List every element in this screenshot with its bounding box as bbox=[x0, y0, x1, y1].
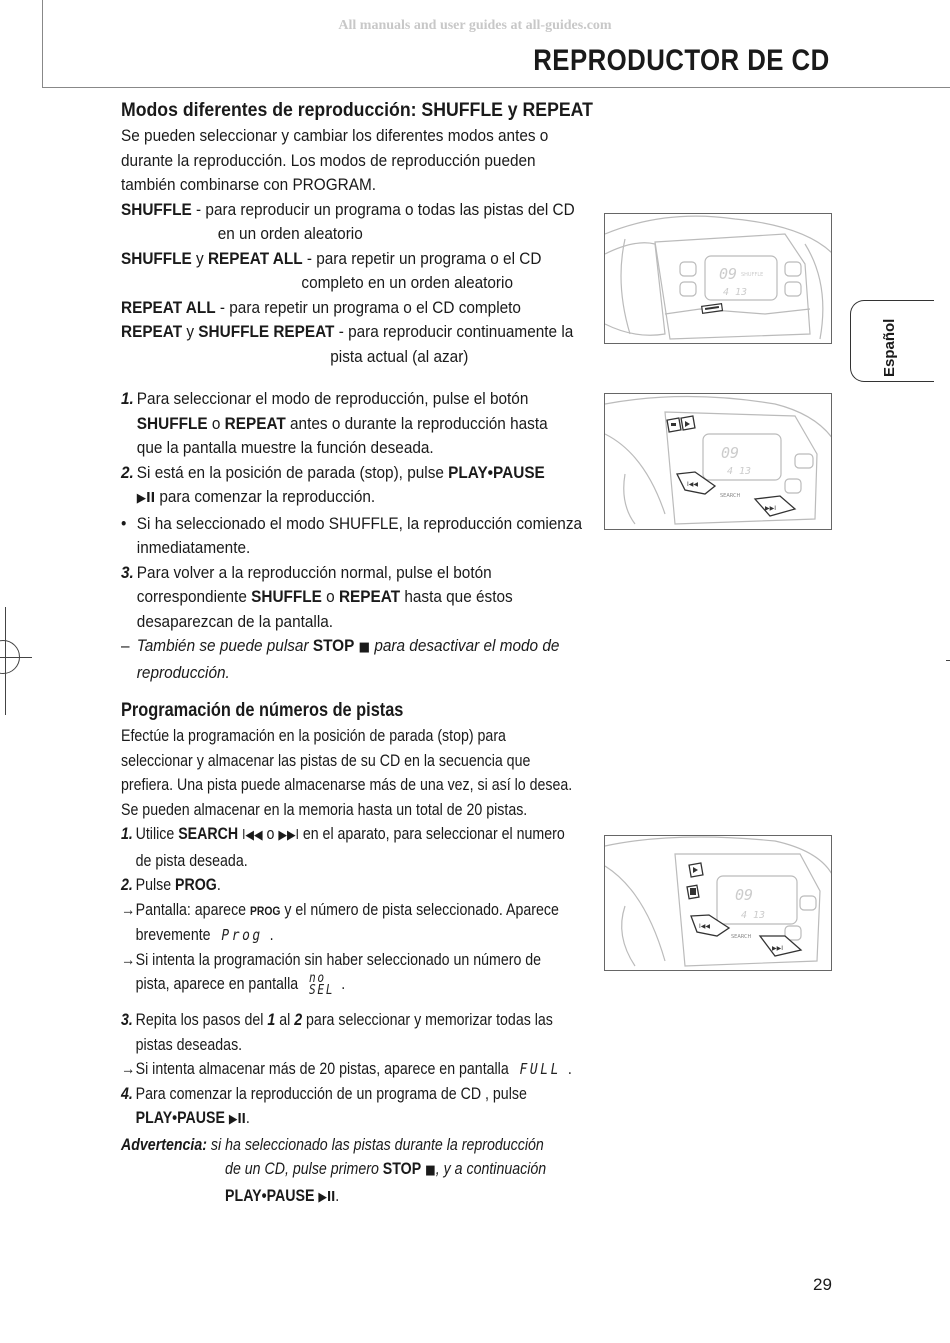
search-label: SEARCH bbox=[731, 934, 752, 940]
crop-mark-right bbox=[946, 660, 950, 661]
page-number: 29 bbox=[813, 1275, 832, 1294]
device-illustration-play-pause bbox=[604, 393, 832, 530]
bullet-note-cont: inmediatamente. bbox=[136, 539, 251, 557]
intro-line: prefiera. Una pista puede almacenarse más de una vez, si así lo desea. bbox=[121, 776, 573, 794]
prog-step-3: 3. Repita los pasos del 1 al 2 para seleccionar y memorizar todas las bbox=[121, 1011, 553, 1029]
mode-shuffle-repeat-all: SHUFFLE y REPEAT ALL - para repetir un programa o el CD bbox=[121, 249, 542, 268]
cd-player-panel-image bbox=[605, 394, 832, 530]
bullet-note: • Si ha seleccionado el modo SHUFFLE, la reproducción comienza bbox=[121, 514, 583, 533]
prog-step-1-cont: de pista deseada. bbox=[135, 851, 248, 870]
main-content bbox=[121, 98, 596, 1205]
mode-shuffle-cont: en un orden aleatorio bbox=[217, 225, 363, 243]
play-pause-icon: ▶II bbox=[136, 491, 156, 506]
step-3-cont: correspondiente SHUFFLE o REPEAT hasta que éstos bbox=[136, 588, 513, 606]
section-heading-programming: Programación de números de pistas bbox=[121, 700, 404, 721]
watermark: All manuals and user guides at all-guides.com bbox=[338, 18, 612, 33]
stop-icon: ■ bbox=[425, 1163, 436, 1178]
lcd-no-sel: no SEL bbox=[308, 970, 335, 998]
lcd-mode: SHUFFLE bbox=[741, 272, 764, 278]
intro-line: seleccionar y almacenar las pistas de su CD en la secuencia que bbox=[121, 751, 531, 770]
language-tab bbox=[850, 300, 934, 382]
warning-cont: PLAY•PAUSE ▶II. bbox=[225, 1186, 340, 1205]
mode-shuffle: SHUFFLE - para reproducir un programa o todas las pistas del CD bbox=[121, 200, 575, 219]
device-illustration-prog bbox=[604, 835, 832, 971]
lcd-time: 4 13 bbox=[723, 287, 748, 298]
intro-line: Se pueden seleccionar y cambiar los diferentes modos antes o bbox=[121, 127, 549, 145]
dash-note: – También se puede pulsar STOP ■ para desactivar el modo de bbox=[121, 637, 560, 655]
intro-line: Se pueden almacenar en la memoria hasta un total de 20 pistas. bbox=[121, 800, 528, 819]
prog-arrow-1-cont: brevemente Prog . bbox=[121, 923, 603, 948]
prog-arrow-2-cont: pista, aparece en pantalla no SEL . bbox=[135, 970, 346, 998]
stop-icon: ■ bbox=[358, 640, 371, 655]
intro-line: también combinarse con PROGRAM. bbox=[121, 176, 376, 194]
cd-player-panel-image bbox=[605, 836, 832, 971]
mode-repeat-all: REPEAT ALL - para repetir un programa o el CD completo bbox=[121, 298, 521, 317]
next-button-icon: ▶▶I bbox=[772, 945, 783, 952]
mode-repeat-shuffle-repeat: REPEAT y SHUFFLE REPEAT - para reproducir continuamente la bbox=[121, 323, 574, 341]
prog-arrow-1: →Pantalla: aparece PROG y el número de pista seleccionado. Aparece bbox=[121, 900, 559, 919]
prog-step-3-cont: pistas deseadas. bbox=[135, 1035, 243, 1054]
lcd-time: 4 13 bbox=[741, 910, 766, 921]
dash-note-cont: reproducción. bbox=[136, 663, 230, 682]
step-3: 3. Para volver a la reproducción normal, pulse el botón bbox=[121, 563, 492, 582]
lcd-track-number: 09 bbox=[721, 444, 740, 462]
play-pause-icon: ▶II bbox=[228, 1112, 246, 1127]
prev-button-icon: I◀◀ bbox=[687, 481, 698, 488]
mode-repeat-shuffle-repeat-cont: pista actual (al azar) bbox=[330, 347, 469, 366]
step-3-cont: desaparezcan de la pantalla. bbox=[136, 612, 334, 631]
search-label: SEARCH bbox=[720, 493, 741, 499]
mode-shuffle-repeat-all-cont: completo en un orden aleatorio bbox=[301, 274, 513, 292]
lcd-prog: Prog bbox=[221, 926, 263, 944]
prog-arrow-2: →Si intenta la programación sin haber seleccionado un número de bbox=[121, 950, 542, 969]
prev-button-icon: I◀◀ bbox=[699, 923, 710, 930]
step-1-cont: que la pantalla muestre la función deseada. bbox=[136, 439, 434, 457]
step-2: 2. Si está en la posición de parada (stop), pulse PLAY•PAUSE bbox=[121, 463, 545, 482]
device-illustration-shuffle bbox=[604, 213, 832, 344]
next-icon: ▶▶I bbox=[278, 828, 299, 843]
step-1: 1. Para seleccionar el modo de reproducción, pulse el botón bbox=[121, 390, 529, 408]
registration-mark bbox=[0, 640, 20, 674]
language-tab-label: Español bbox=[881, 318, 898, 377]
lcd-track-number: 09 bbox=[719, 265, 738, 283]
lcd-full: FULL bbox=[519, 1060, 561, 1078]
prog-arrow-3: →Si intenta almacenar más de 20 pistas, aparece en pantalla FULL . bbox=[121, 1057, 603, 1082]
warning: Advertencia: si ha seleccionado las pistas durante la reproducción bbox=[121, 1135, 544, 1154]
lcd-time: 4 13 bbox=[727, 466, 752, 477]
intro-line: durante la reproducción. Los modos de reproducción pueden bbox=[121, 151, 536, 170]
intro-line: Efectúe la programación en la posición de parada (stop) para bbox=[121, 727, 506, 745]
warning-cont: de un CD, pulse primero STOP ■, y a continuación bbox=[225, 1160, 547, 1178]
lcd-track-number: 09 bbox=[735, 886, 754, 904]
prog-step-2: 2. Pulse PROG. bbox=[121, 876, 221, 894]
section-heading-modes: Modos diferentes de reproducción: SHUFFLE y REPEAT bbox=[121, 100, 593, 121]
previous-icon: I◀◀ bbox=[242, 828, 263, 843]
prog-step-1: 1. Utilice SEARCH I◀◀ o ▶▶I en el aparato, para seleccionar el numero bbox=[121, 825, 565, 843]
step-2-cont: ▶II para comenzar la reproducción. bbox=[136, 488, 376, 506]
chapter-title: REPRODUCTOR DE CD bbox=[533, 44, 830, 77]
prog-step-4-cont: PLAY•PAUSE ▶II. bbox=[135, 1109, 250, 1127]
step-1-cont: SHUFFLE o REPEAT antes o durante la reproducción hasta bbox=[136, 414, 548, 433]
next-button-icon: ▶▶I bbox=[765, 505, 776, 512]
prog-step-4: 4. Para comenzar la reproducción de un programa de CD , pulse bbox=[121, 1084, 527, 1103]
play-pause-icon: ▶II bbox=[318, 1189, 336, 1205]
cd-player-panel-image bbox=[605, 214, 832, 344]
